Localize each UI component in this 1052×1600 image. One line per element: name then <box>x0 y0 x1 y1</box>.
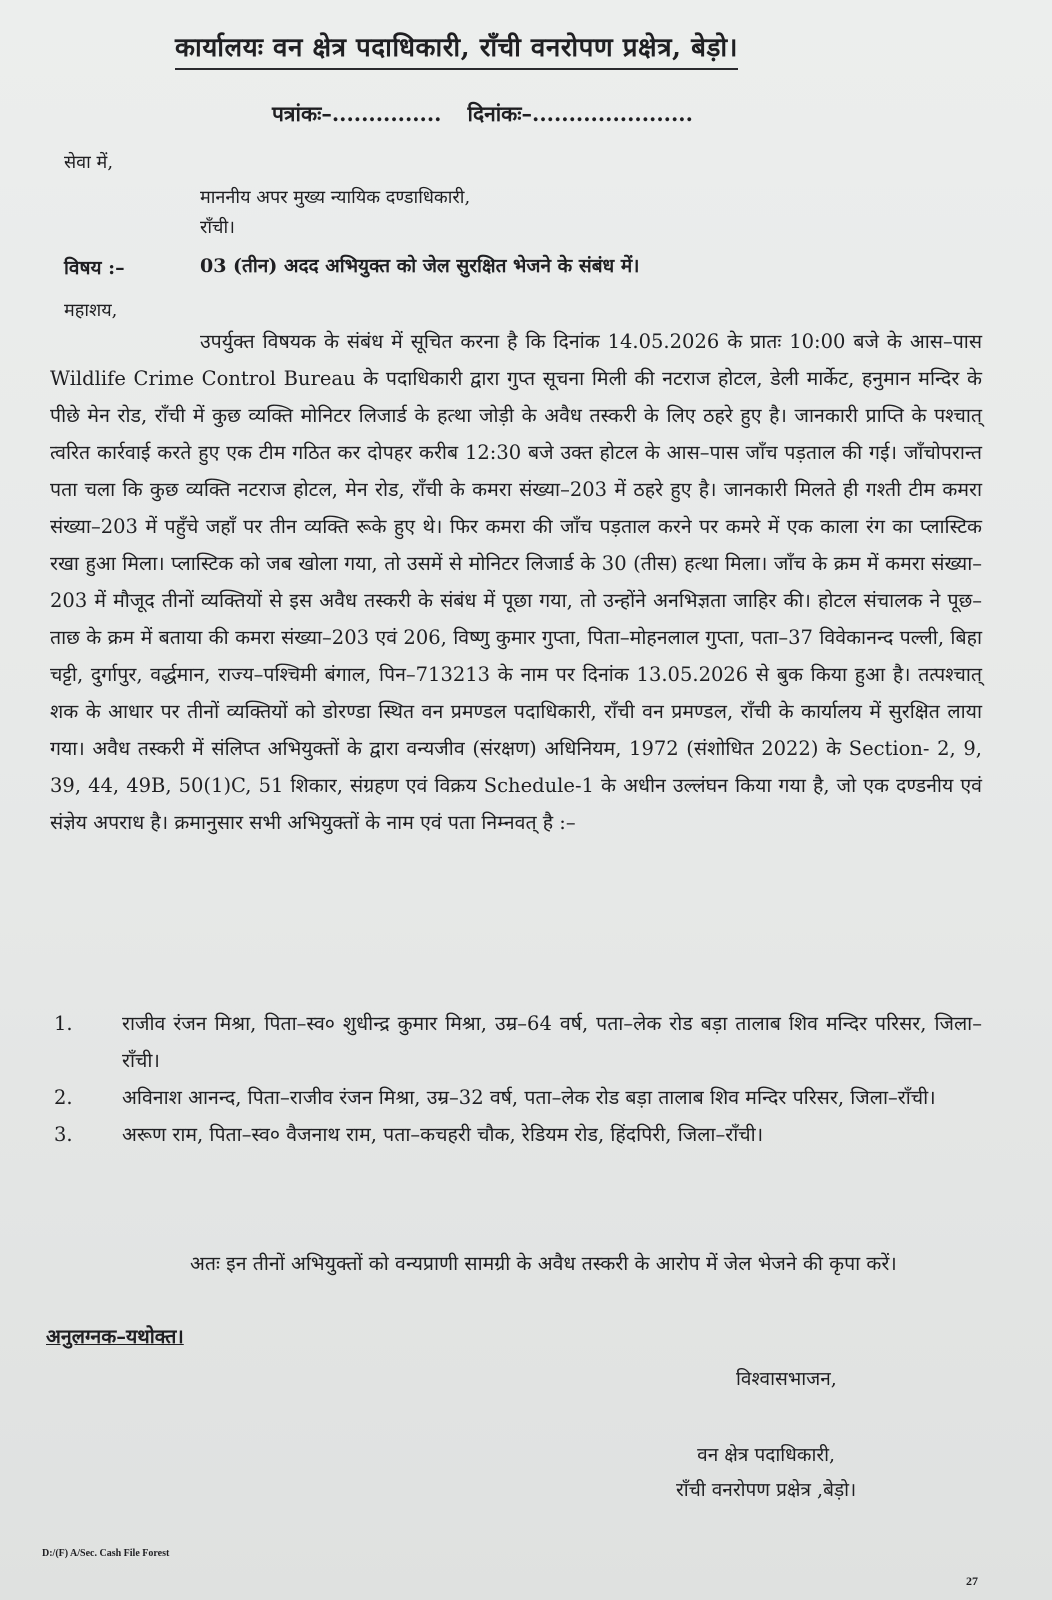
subject-label: विषय :– <box>64 257 125 279</box>
addressee-block <box>200 183 470 243</box>
accused-list <box>50 1005 982 1153</box>
list-item <box>50 1116 982 1153</box>
footer-file-ref: D:/(F) A/Sec. Cash File Forest <box>42 1548 170 1559</box>
letter-date: दिनांकः–...................... <box>467 101 693 126</box>
page-number: 27 <box>966 1574 978 1588</box>
office-title: कार्यालयः वन क्षेत्र पदाधिकारी, राँची वनरोपण प्रक्षेत्र, बेड़ो। <box>175 28 738 64</box>
salutation: सेवा में, <box>64 152 114 173</box>
accused-details: अविनाश आनन्द, पिता–राजीव रंजन मिश्रा, उम्र–32 वर्ष, पता–लेक रोड बड़ा तालाब शिव मन्दिर परिसर, जिला–राँची। <box>122 1086 936 1109</box>
accused-details: राजीव रंजन मिश्रा, पिता–स्व० शुधीन्द्र कुमार मिश्रा, उम्र–64 वर्ष, पता–लेक रोड बड़ा तालाब शिव मन्दिर परिसर, जिला–राँची। <box>122 1012 982 1072</box>
addressee-line: माननीय अपर मुख्य न्यायिक दण्डाधिकारी, <box>200 187 471 208</box>
addressee-city: राँची। <box>200 217 235 238</box>
list-item <box>50 1079 982 1116</box>
closing-paragraph: अतः इन तीनों अभियुक्तों को वन्यप्राणी सामग्री के अवैध तस्करी के आरोप में जेल भेजने की कृपा करें। <box>190 1252 897 1275</box>
enclosure-note: अनुलग्नक–यथोक्त। <box>46 1325 184 1348</box>
list-number: 1. <box>54 1012 73 1035</box>
regards: विश्वासभाजन, <box>736 1368 837 1390</box>
list-number: 2. <box>54 1086 73 1109</box>
reference-line <box>272 100 693 128</box>
body-paragraph: उपर्युक्त विषयक के संबंध में सूचित करना है कि दिनांक 14.05.2026 के प्रातः 10:00 बजे के आस–पास Wildlife Crime Control Bureau के पदाधिकारी द्वारा गुप्त सूचना मिली की नटराज होटल, डेली मार्केट, हनुमान मन्दिर के पीछे मेन रोड, राँची में कुछ व्यक्ति मोनिटर लिजार्ड के हत्था जोड़ी के अवैध तस्करी के लिए ठहरे हुए है। जानकारी प्राप्ति के पश्चात् त्वरित कार्रवाई करते हुए एक टीम गठित कर दोपहर करीब 12:30 बजे उक्त होटल के आस–पास जाँच पड़ताल की गई। जाँचोपरान्त पता चला कि कुछ व्यक्ति नटराज होटल, मेन रोड, राँची के कमरा संख्या–203 में ठहरे हुए है। जानकारी मिलते ही गश्ती टीम कमरा संख्या–203 में पहुँचे जहाँ पर तीन व्यक्ति रूके हुए थे। फिर कमरा की जाँच पड़ताल करने पर कमरे में एक काला रंग का प्लास्टिक रखा हुआ मिला। प्लास्टिक को जब खोला गया, तो उसमें से मोनिटर लिजार्ड के 30 (तीस) हत्था मिला। जाँच के क्रम में कमरा संख्या–203 में मौजूद तीनों व्यक्तियों से इस अवैध तस्करी के संबंध में पूछा गया, तो उन्होंने अनभिज्ञता जाहिर की। होटल संचालक ने पूछ–ताछ के क्रम में बताया की कमरा संख्या–203 एवं 206, विष्णु कुमार गुप्ता, पिता–मोहनलाल गुप्ता, पता–37 विवेकानन्द पल्ली, बिहा चट्टी, दुर्गापुर, वर्द्धमान, राज्य–पश्चिमी बंगाल, पिन–713213 के नाम पर दिनांक 13.05.2026 से बुक किया हुआ है। तत्पश्चात् शक के आधार पर तीनों व्यक्तियों को डोरण्डा स्थित वन प्रमण्डल पदाधिकारी, राँची वन प्रमण्डल, राँची के कार्यालय में सुरक्षित लाया गया। अवैध तस्करी में संलिप्त अभियुक्तों के द्वारा वन्यजीव (संरक्षण) अधिनियम, 1972 (संशोधित 2022) के Section- 2, 9, 39, 44, 49B, 50(1)C, 51 शिकार, संग्रहण एवं विक्रय Schedule-1 के अधीन उल्लंघन किया गया है, जो एक दण्डनीय एवं संज्ञेय अपराध है। क्रमानुसार सभी अभियुक्तों के नाम एवं पता निम्नवत् है :– <box>50 330 982 834</box>
signatory-office: राँची वनरोपण प्रक्षेत्र ,बेड़ो। <box>676 1479 857 1501</box>
signatory-block <box>676 1438 856 1508</box>
list-number: 3. <box>54 1123 73 1146</box>
signatory-designation: वन क्षेत्र पदाधिकारी, <box>697 1444 836 1466</box>
list-item <box>50 1005 982 1079</box>
subject-text: 03 (तीन) अदद अभियुक्त को जेल सुरक्षित भेजने के संबंध में। <box>200 255 640 277</box>
greeting: महाशय, <box>64 300 118 321</box>
letter-number: पत्रांकः–............... <box>272 101 442 126</box>
accused-details: अरूण राम, पिता–स्व० वैजनाथ राम, पता–कचहरी चौक, रेडियम रोड, हिंदपिरी, जिला–राँची। <box>122 1123 764 1146</box>
